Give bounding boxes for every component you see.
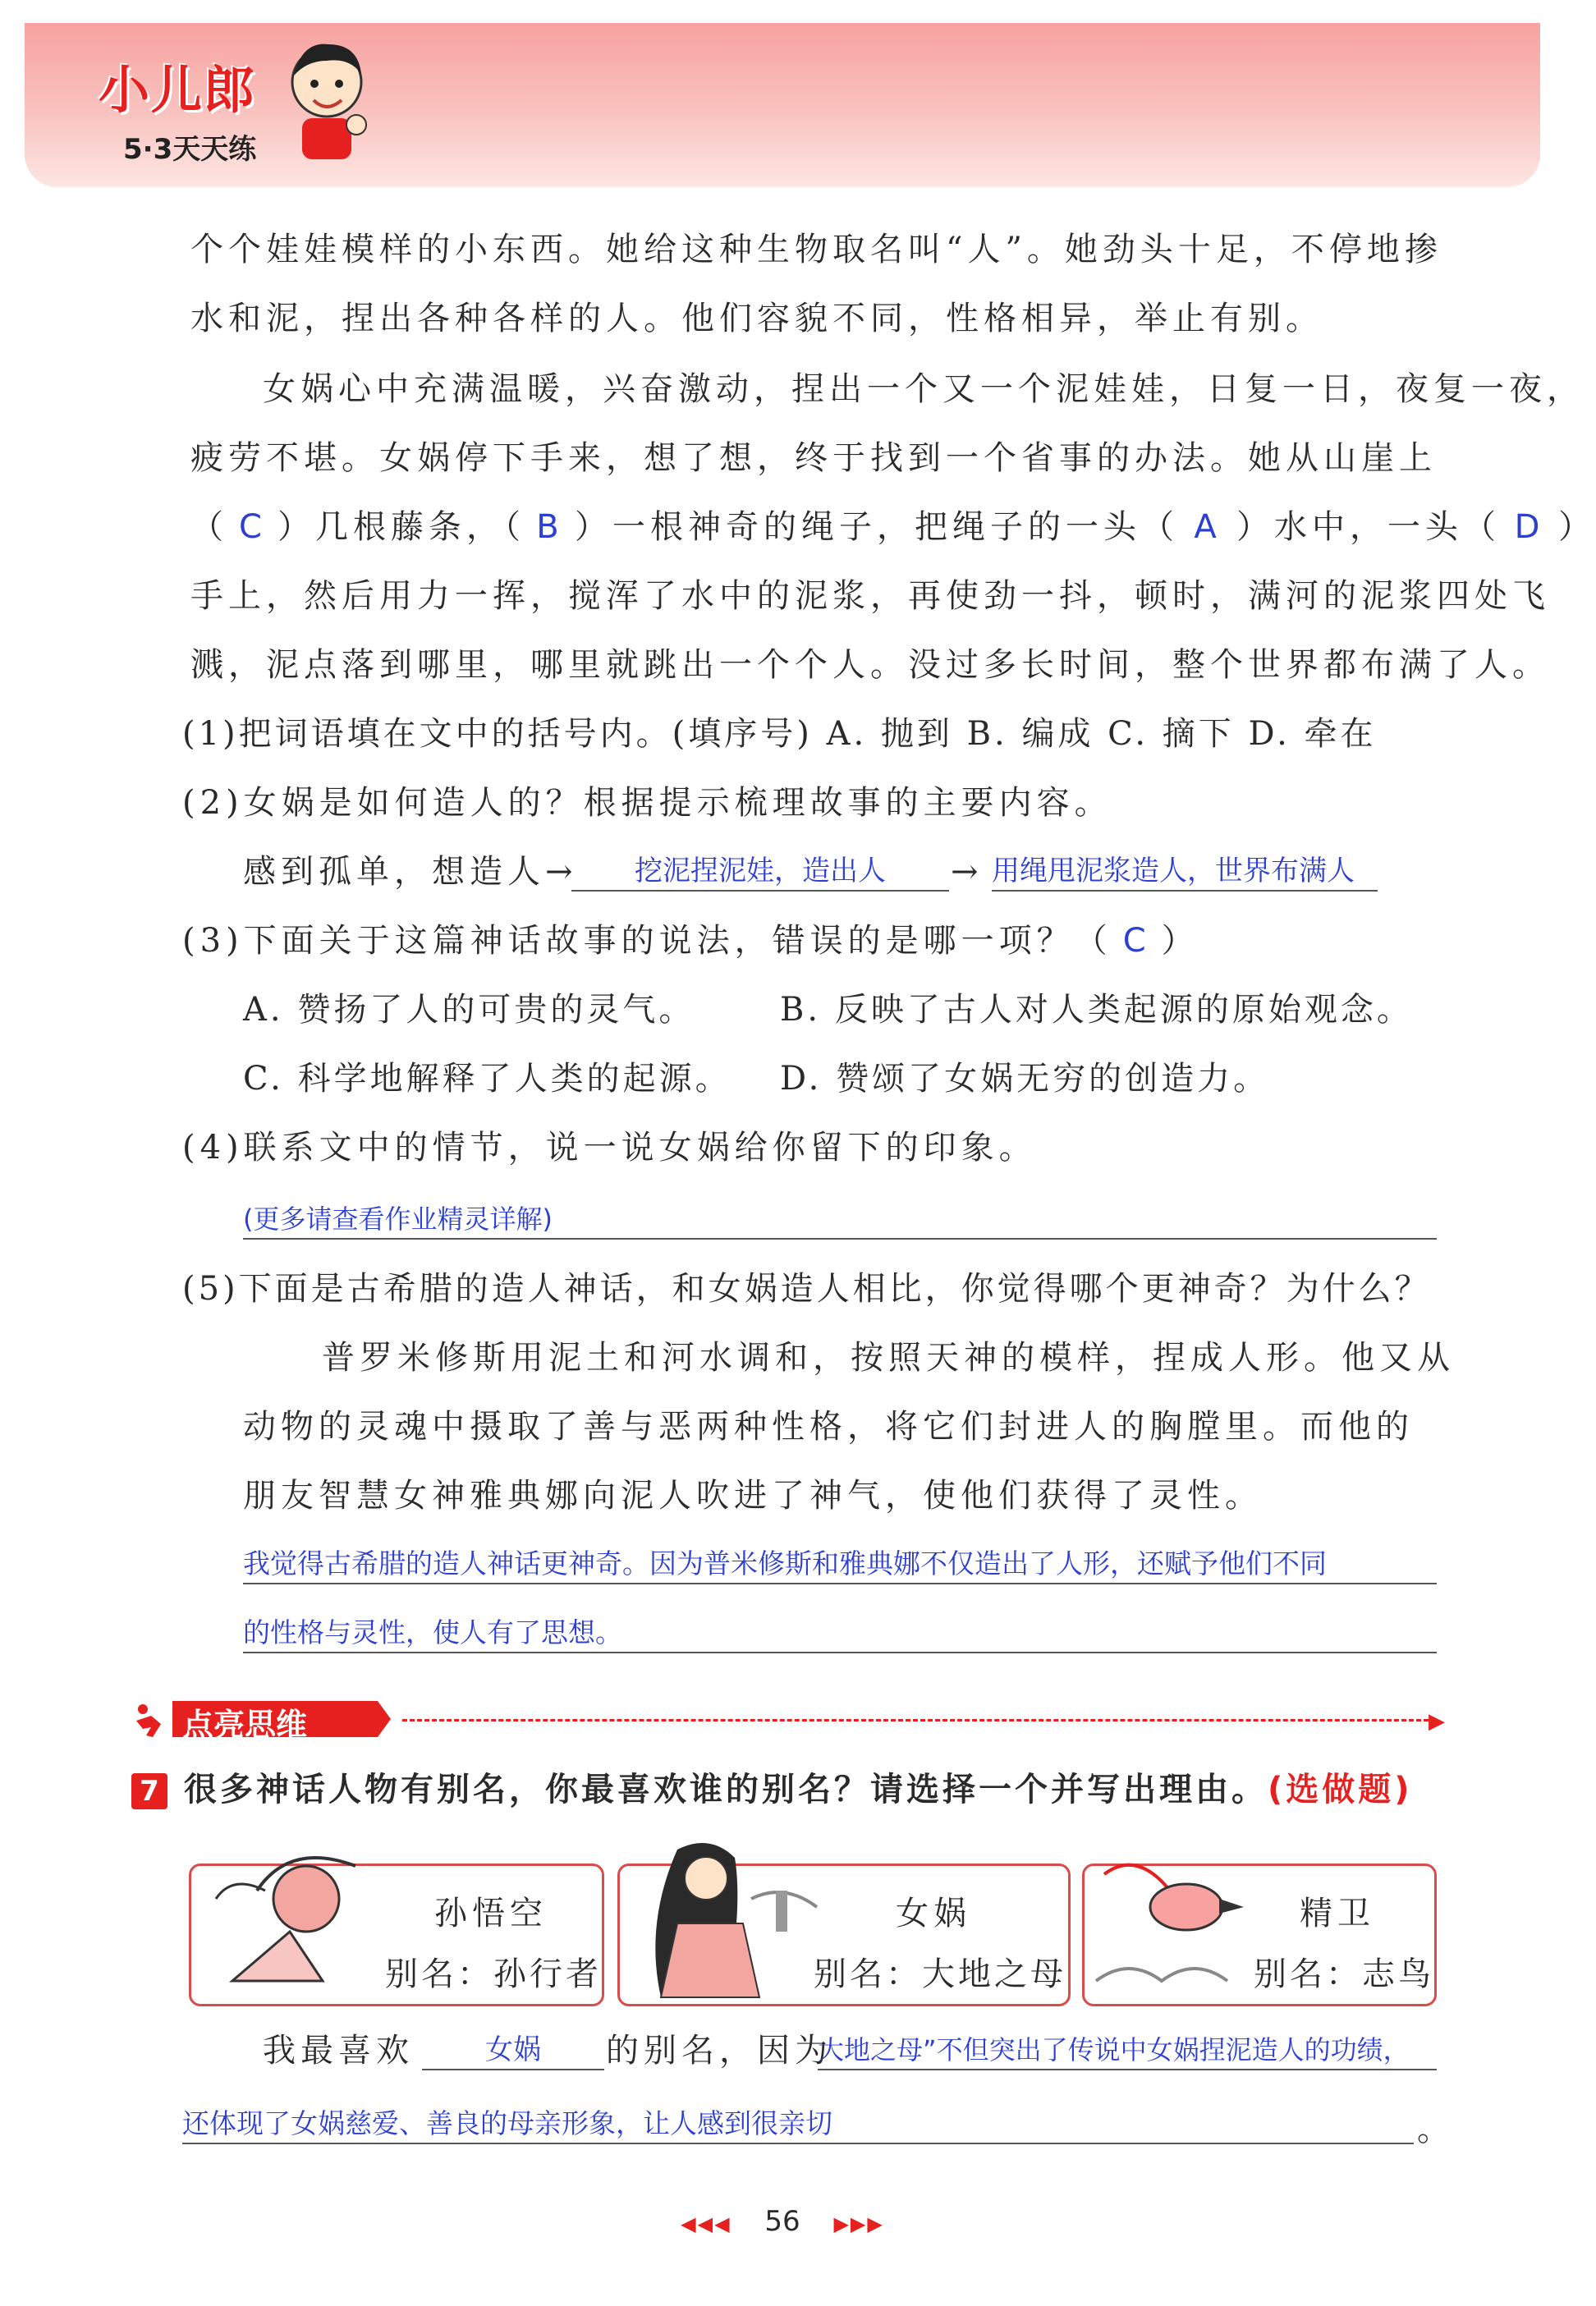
question-7 — [184, 1767, 1413, 1813]
passage-line-3: 女娲心中充满温暖，兴奋激动，捏出一个又一个泥娃娃，日复一日，夜复一夜， — [263, 370, 1585, 408]
q3-option-d: D. 赞颂了女娲无穷的创造力。 — [780, 1060, 1270, 1098]
page-footer — [0, 2205, 1565, 2238]
passage-line-1: 个个娃娃模样的小东西。她给这种生物取名叫“人”。她劲头十足，不停地掺 — [190, 231, 1442, 268]
question-5: (5)下面是古希腊的造人神话，和女娲造人相比，你觉得哪个更神奇？为什么？ — [182, 1270, 1431, 1308]
blank-answer-4: D — [1514, 508, 1545, 546]
q3-option-c: C. 科学地解释了人类的起源。 — [243, 1060, 732, 1098]
q5-story-line-2: 动物的灵魂中摄取了善与恶两种性格，将它们封进人的胸膛里。而他的 — [243, 1408, 1414, 1446]
brand-logo: 小儿郎 — [99, 60, 257, 120]
q3-answer: C — [1122, 922, 1151, 960]
paren-open: （ — [190, 508, 228, 546]
blank-answer-2: B — [536, 508, 564, 546]
q5-story-line-1: 普罗米修斯用泥土和河水调和，按照天神的模样，捏成人形。他又从 — [322, 1339, 1455, 1377]
q7-text: 很多神话人物有别名，你最喜欢谁的别名？请选择一个并写出理由。 — [184, 1771, 1268, 1809]
brand-subtitle: 5·3天天练 — [123, 133, 257, 166]
q7-favorite-answer: 女娲 — [422, 2031, 604, 2070]
card-alias-3: 别名：志鸟 — [1254, 1955, 1434, 1993]
q4-answer: (更多请查看作业精灵详解) — [243, 1200, 1437, 1240]
q7-optional-tag: (选做题) — [1268, 1771, 1413, 1809]
mascot-boy-icon — [277, 33, 376, 164]
text-segment: ）一根神奇的绳子，把绳子的一头（ — [575, 508, 1179, 546]
text-segment: ）水中，一头（ — [1236, 508, 1501, 546]
card-alias-1: 别名：孙行者 — [385, 1955, 602, 1993]
question-7-number: 7 — [131, 1773, 167, 1809]
q3-paren-close: ） — [1161, 922, 1199, 960]
jingwei-bird-icon — [1088, 1841, 1252, 1997]
question-1: (1)把词语填在文中的括号内。(填序号) A. 抛到 B. 编成 C. 摘下 D. 牵在 — [182, 715, 1377, 753]
passage-line-5 — [190, 504, 1596, 550]
card-jingwei — [1082, 1864, 1437, 2006]
divider-arrow-icon: ▶ — [1429, 1709, 1445, 1734]
card-name-1: 孙悟空 — [434, 1895, 548, 1932]
q5-story-line-3: 朋友智慧女神雅典娜向泥人吹进了神气，使他们获得了灵性。 — [243, 1477, 1263, 1515]
q2-answer-1: 挖泥捏泥娃，造出人 — [571, 852, 949, 892]
monkey-king-icon — [200, 1841, 372, 1997]
q5-answer-line-1: 我觉得古希腊的造人神话更神奇。因为普米修斯和雅典娜不仅造出了人形，还赋予他们不同 — [243, 1545, 1437, 1584]
passage-line-7: 溅，泥点落到哪里，哪里就跳出一个个人。没过多长时间，整个世界都布满了人。 — [190, 646, 1550, 684]
q7-reason-line-2: 还体现了女娲慈爱、善良的母亲形象，让人感到很亲切 — [182, 2105, 1414, 2144]
passage-line-4: 疲劳不堪。女娲停下手来，想了想，终于找到一个省事的办法。她从山崖上 — [190, 439, 1437, 477]
q5-answer-line-2: 的性格与灵性，使人有了思想。 — [243, 1614, 1437, 1653]
q3-text: (3)下面关于这篇神话故事的说法，错误的是哪一项？（ — [182, 922, 1112, 960]
q2-prompt: 感到孤单，想造人→ — [243, 853, 578, 891]
text-segment: ）几根藤条，（ — [277, 508, 525, 546]
question-4: (4)联系文中的情节，说一说女娲给你留下的印象。 — [182, 1129, 1037, 1167]
card-alias-2: 别名：大地之母 — [814, 1955, 1066, 1993]
card-nuwa — [617, 1864, 1071, 2006]
q3-option-a: A. 赞扬了人的可贵的灵气。 — [243, 991, 695, 1029]
card-sun-wukong — [189, 1864, 604, 2006]
passage-line-2: 水和泥，捏出各种各样的人。他们容貌不同，性格相异，举止有别。 — [190, 300, 1323, 337]
q7-reason-line-1: 大地之母”不但突出了传说中女娲捏泥造人的功绩， — [818, 2031, 1437, 2070]
nuwa-icon — [628, 1833, 825, 1997]
q3-option-b: B. 反映了古人对人类起源的原始观念。 — [780, 991, 1413, 1029]
q7-answer-mid: 的别名，因为 — [606, 2032, 832, 2070]
triangle-right-icon: ▶▶▶ — [833, 2212, 884, 2235]
section-label: 点亮思维 — [182, 1707, 308, 1743]
page-number: 56 — [764, 2205, 800, 2238]
blank-answer-1: C — [239, 508, 267, 546]
blank-answer-3: A — [1194, 508, 1222, 546]
section-divider — [402, 1719, 1429, 1721]
card-name-3: 精卫 — [1300, 1895, 1375, 1932]
triangle-left-icon: ◀◀◀ — [681, 2212, 732, 2235]
q7-end-mark: 。 — [1417, 2111, 1455, 2148]
q2-arrow: → — [951, 853, 984, 891]
card-name-2: 女娲 — [896, 1895, 971, 1932]
passage-line-6: 手上，然后用力一挥，搅浑了水中的泥浆，再使劲一抖，顿时，满河的泥浆四处飞 — [190, 577, 1550, 615]
q7-answer-prefix: 我最喜欢 — [263, 2032, 414, 2070]
paren-close: ） — [1558, 508, 1596, 546]
q2-answer-2: 用绳甩泥浆造人，世界布满人 — [992, 852, 1378, 892]
question-3 — [182, 918, 1199, 964]
question-2: (2)女娲是如何造人的？根据提示梳理故事的主要内容。 — [182, 784, 1112, 822]
